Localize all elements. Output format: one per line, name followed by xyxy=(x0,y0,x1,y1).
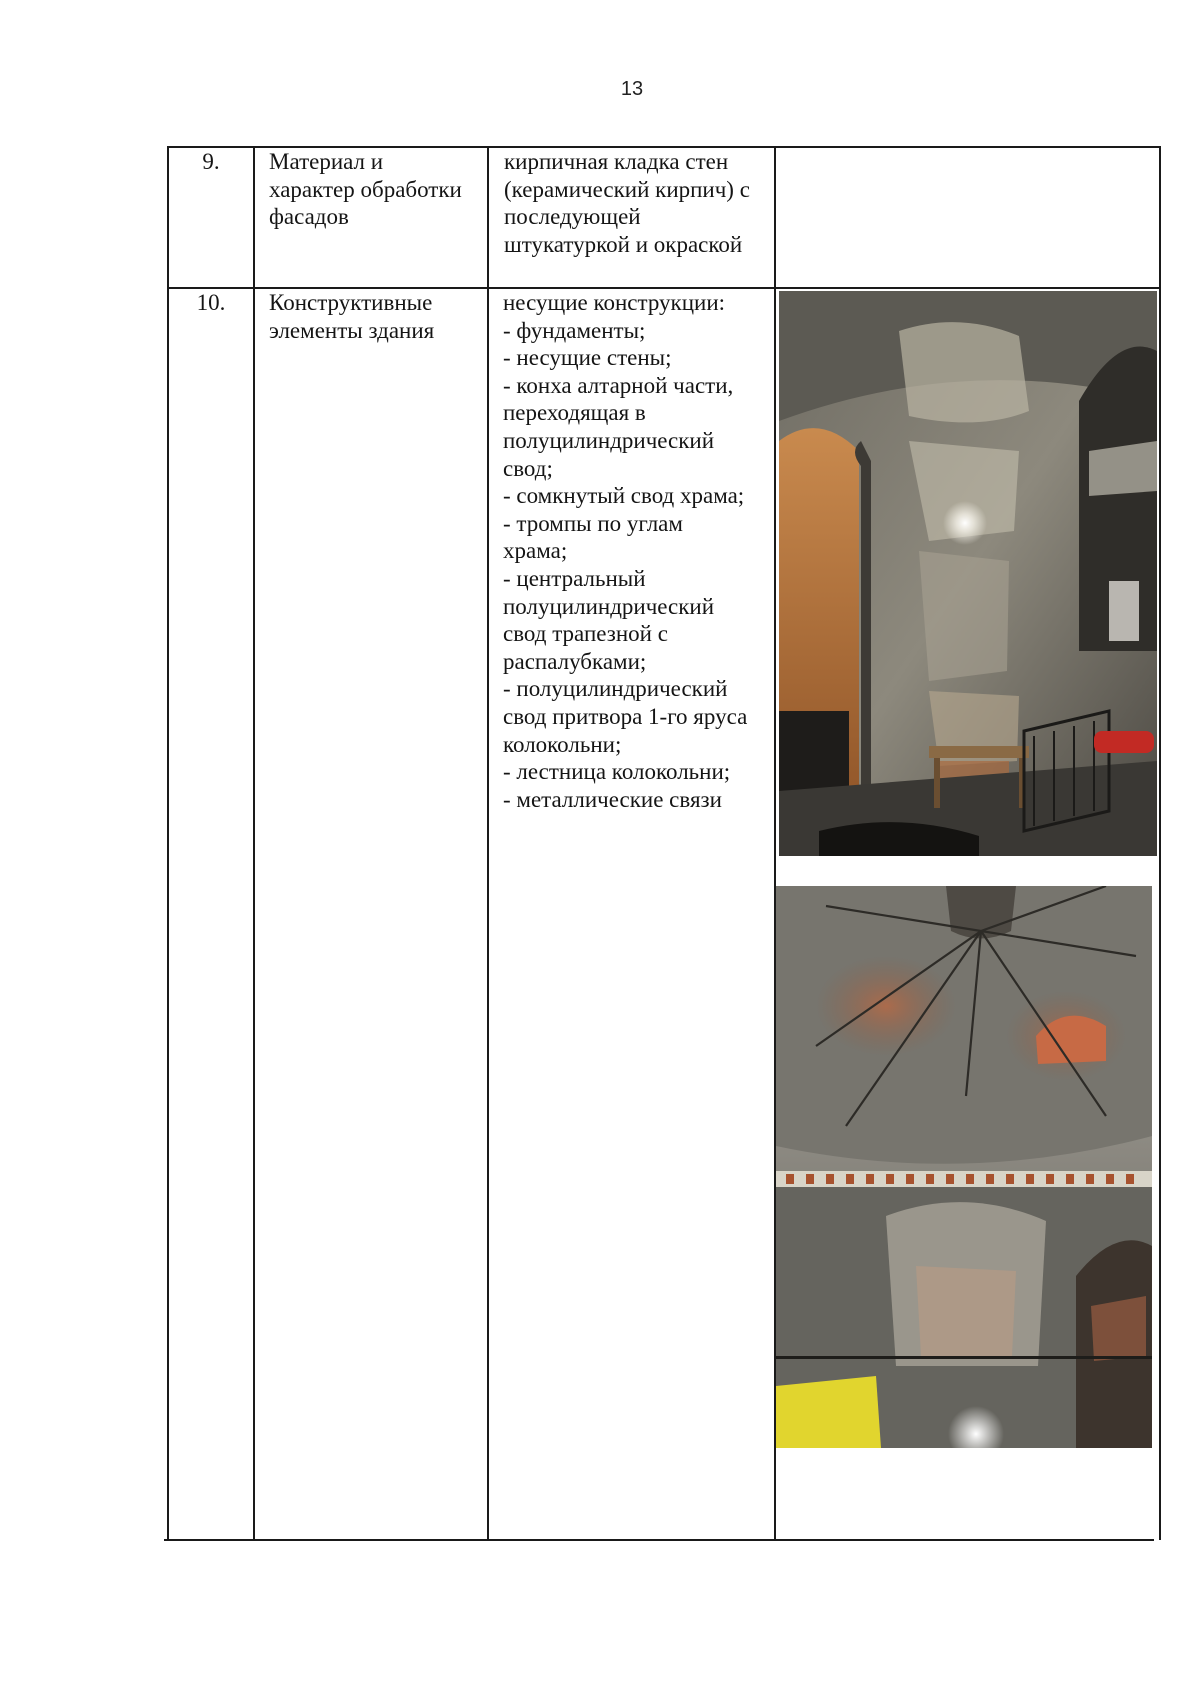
row-value-line: распалубками; xyxy=(503,648,647,674)
row-value-line: штукатуркой и окраской xyxy=(504,231,743,257)
row-value-line: - конха алтарной части, xyxy=(503,372,734,398)
row-value-line: - металлические связи xyxy=(503,786,722,812)
column-divider-1 xyxy=(167,146,169,1540)
row-value-line: - центральный xyxy=(503,565,646,591)
row-name xyxy=(269,289,434,344)
row-name-line: фасадов xyxy=(269,204,349,230)
table-border-bottom xyxy=(164,1539,1154,1541)
row-value-line: - тромпы по углам xyxy=(503,510,683,536)
row-value-line: (керамический кирпич) с xyxy=(504,176,750,202)
row-name-line: Конструктивные xyxy=(269,290,433,315)
row-name xyxy=(269,148,462,231)
row-value-line: - лестница колокольни; xyxy=(503,759,731,785)
row-value-line: несущие конструкции: xyxy=(503,290,726,315)
row-value-line: свод притвора 1-го яруса xyxy=(503,703,748,729)
row-value-line: - несущие стены; xyxy=(503,345,672,371)
row-value-line: свод трапезной с xyxy=(503,621,668,647)
row-value-line: кирпичная кладка стен xyxy=(504,149,729,174)
row-value-line: храма; xyxy=(503,538,568,564)
row-number: 10. xyxy=(196,290,226,315)
data-table xyxy=(164,146,1164,1542)
row-value-line: переходящая в xyxy=(503,400,646,426)
row-value-line: полуцилиндрический xyxy=(503,593,715,619)
page-number: 13 xyxy=(620,78,644,100)
row-value-line: последующей xyxy=(504,204,641,230)
table-border-right xyxy=(1159,146,1161,1540)
row-name-line: Материал и xyxy=(269,149,384,174)
column-divider-2 xyxy=(253,146,255,1540)
church-interior-photo xyxy=(779,291,1157,856)
row-value-line: колокольни; xyxy=(503,731,622,757)
row-name-line: элементы здания xyxy=(269,317,435,343)
row-value-line: свод; xyxy=(503,455,553,481)
column-divider-3 xyxy=(487,146,489,1540)
row-value-line: - сомкнутый свод храма; xyxy=(503,483,745,509)
row-value-line: - полуцилиндрический xyxy=(503,676,728,702)
row-number: 9. xyxy=(202,149,220,174)
document-sheet xyxy=(164,146,1164,1542)
row-value xyxy=(503,289,747,813)
vault-ceiling-photo xyxy=(776,886,1152,1448)
row-value-line: полуцилиндрический xyxy=(503,427,715,453)
row-value xyxy=(504,148,750,258)
row-value-line: - фундаменты; xyxy=(503,317,646,343)
row-name-line: характер обработки xyxy=(269,176,462,202)
